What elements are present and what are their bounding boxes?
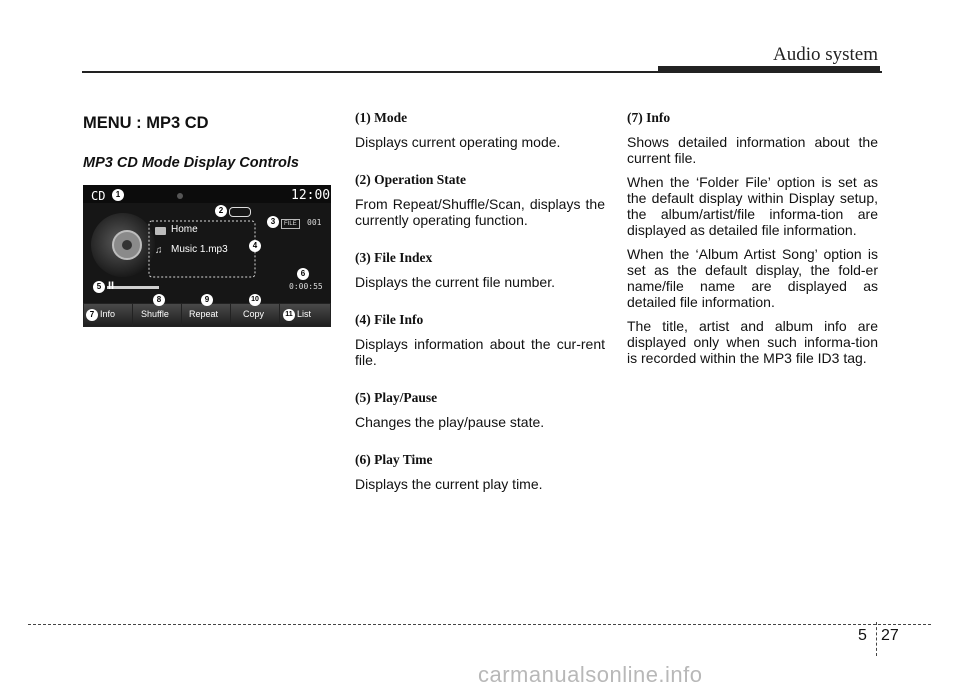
chapter-number: 5 <box>858 627 867 644</box>
play-time: 0:00:55 <box>289 282 323 291</box>
section-heading: (5) Play/Pause <box>355 390 438 405</box>
section-text: Displays the current play time. <box>355 476 543 492</box>
menu-title: MENU : MP3 CD <box>83 114 209 132</box>
info-paragraph: Shows detailed information about the current file. <box>627 134 878 166</box>
section-text: Displays information about the cur-rent file. <box>355 336 605 368</box>
callout-badge: 6 <box>297 268 309 280</box>
section-play-time <box>355 452 605 492</box>
section-operation-state <box>355 172 605 228</box>
section-heading: (4) File Info <box>355 312 424 327</box>
file-index: 001 <box>307 218 322 227</box>
middle-column <box>355 110 605 514</box>
section-subtitle: MP3 CD Mode Display Controls <box>83 155 299 171</box>
section-file-index <box>355 250 605 290</box>
info-paragraph: When the ‘Album Artist Song’ option is set as the default display, the fold-er name/file name are displayed as detailed file information. <box>627 246 878 310</box>
section-heading: (3) File Index <box>355 250 433 265</box>
section-text: From Repeat/Shuffle/Scan, displays the currently operating function. <box>355 196 605 228</box>
copy-button[interactable]: Copy <box>243 309 265 319</box>
section-heading: (1) Mode <box>355 110 408 125</box>
section-text: Displays the current file number. <box>355 274 555 290</box>
section-text: Changes the play/pause state. <box>355 414 545 430</box>
callout-badge: 8 <box>153 294 165 306</box>
callout-badge: 10 <box>249 294 261 306</box>
section-heading: (6) Play Time <box>355 452 433 467</box>
callout-badge: 11 <box>283 309 295 321</box>
section-heading: (7) Info <box>627 110 671 125</box>
clock: 12:00 <box>291 188 331 203</box>
section-heading: (2) Operation State <box>355 172 466 187</box>
repeat-icon <box>229 207 251 217</box>
music-note-icon: ♫ <box>155 245 163 256</box>
right-column <box>627 110 878 374</box>
callout-badge: 3 <box>267 216 279 228</box>
callout-badge: 9 <box>201 294 213 306</box>
folder-icon <box>155 227 166 235</box>
file-name: Music 1.mp3 <box>171 244 228 255</box>
page-number-divider <box>876 622 877 656</box>
section-mode <box>355 110 605 150</box>
disc-icon <box>112 230 142 260</box>
header-rule-accent <box>658 66 880 73</box>
footer-divider <box>28 624 931 625</box>
callout-badge: 7 <box>86 309 98 321</box>
callout-badge: 4 <box>249 240 261 252</box>
shuffle-button[interactable]: Shuffle <box>141 309 169 319</box>
section-text: Displays current operating mode. <box>355 134 561 150</box>
page-number: 27 <box>881 627 899 644</box>
play-pause-indicator[interactable]: II <box>108 280 115 292</box>
folder-name: Home <box>171 224 198 235</box>
mode-label: CD <box>91 189 106 203</box>
info-paragraph: The title, artist and album info are displayed only when such informa-tion is recorded within the MP3 file ID3 tag. <box>627 318 878 366</box>
info-paragraph: When the ‘Folder File’ option is set as the default display within Display setup, the album/artist/file informa-tion are displayed as detailed file information. <box>627 174 878 238</box>
header-title: Audio system <box>772 44 878 65</box>
file-tag: FILE <box>281 219 300 229</box>
callout-badge: 5 <box>93 281 105 293</box>
section-file-info <box>355 312 605 368</box>
mp3-cd-screen <box>83 185 331 327</box>
list-button[interactable]: List <box>297 309 312 319</box>
section-play-pause <box>355 390 605 430</box>
left-column <box>83 110 331 327</box>
mode-indicator-icon <box>177 193 183 199</box>
callout-badge: 2 <box>215 205 227 217</box>
watermark: carmanualsonline.info <box>478 662 703 687</box>
callout-badge: 1 <box>112 189 124 201</box>
repeat-button[interactable]: Repeat <box>189 309 219 319</box>
info-button[interactable]: Info <box>100 309 116 319</box>
